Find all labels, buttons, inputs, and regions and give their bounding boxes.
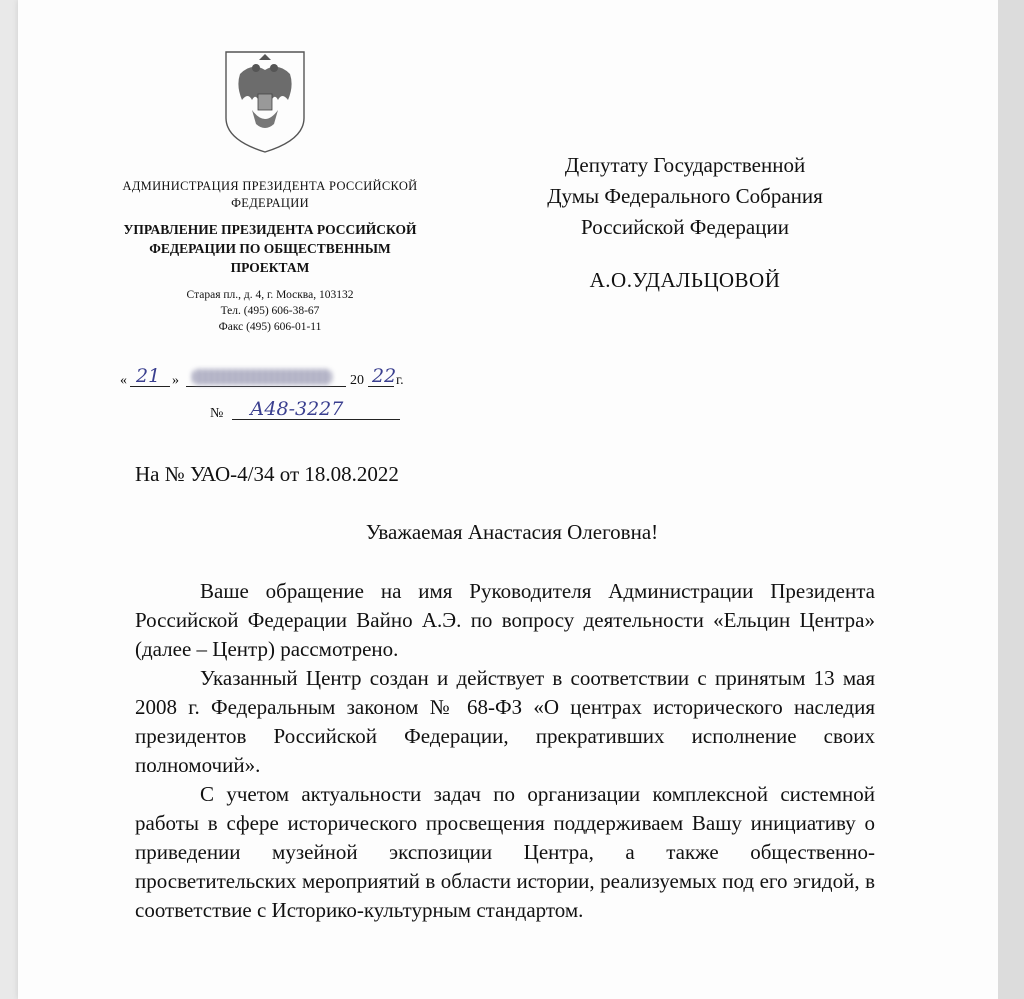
letter-body bbox=[135, 577, 875, 925]
page-edge bbox=[998, 0, 1024, 999]
reference-number: На № УАО-4/34 от 18.08.2022 bbox=[135, 462, 399, 486]
recipient-block bbox=[540, 150, 830, 296]
sender-contacts bbox=[110, 287, 430, 335]
handwritten-number: А48-3227 bbox=[250, 398, 344, 420]
outgoing-date bbox=[120, 365, 430, 393]
sender-fax: Факс (495) 606-01-11 bbox=[218, 321, 322, 333]
sender-phone: Тел. (495) 606-38-67 bbox=[220, 305, 320, 317]
quote-open: « bbox=[120, 373, 127, 388]
recipient-title: Депутату Государственной Думы Федерального Собрания Российской Федерации bbox=[547, 153, 823, 239]
paragraph: Указанный Центр создан и действует в соответствии с принятым 13 мая 2008 г. Федеральным законом № 68-ФЗ «О центрах исторического наследия президентов Российской Федерации, прекративших исполнение своих полномочий». bbox=[135, 666, 875, 777]
recipient-name: А.О.УДАЛЬЦОВОЙ bbox=[589, 268, 781, 292]
sender-block bbox=[110, 178, 430, 335]
year-mark: г. bbox=[396, 373, 404, 388]
number-label: № bbox=[210, 406, 224, 421]
sender-address: Старая пл., д. 4, г. Москва, 103132 bbox=[186, 289, 354, 301]
month-underline bbox=[186, 386, 346, 387]
sender-department: УПРАВЛЕНИЕ ПРЕЗИДЕНТА РОССИЙСКОЙ ФЕДЕРАЦИИ ПО ОБЩЕСТВЕННЫМ ПРОЕКТАМ bbox=[123, 222, 417, 275]
quote-close: » bbox=[172, 373, 179, 388]
redacted-month bbox=[192, 369, 332, 385]
greeting: Уважаемая Анастасия Олеговна! bbox=[365, 520, 659, 544]
handwritten-day: 21 bbox=[136, 365, 161, 387]
paragraph: Ваше обращение на имя Руководителя Администрации Президента Российской Федерации Вайно А.Э. по вопросу деятельности «Ельцин Центра» (далее – Центр) рассмотрено. bbox=[135, 579, 875, 661]
coat-of-arms-icon bbox=[222, 48, 308, 156]
handwritten-year: 22 bbox=[372, 365, 397, 387]
outgoing-number bbox=[210, 398, 410, 426]
sender-administration: АДМИНИСТРАЦИЯ ПРЕЗИДЕНТА РОССИЙСКОЙ ФЕДЕРАЦИИ bbox=[122, 179, 418, 210]
paragraph: С учетом актуальности задач по организации комплексной системной работы в сфере исторического просвещения поддерживаем Вашу инициативу о приведении музейной экспозиции Центра, а также общественно-просветительских мероприятий в области истории, реализуемых под его эгидой, в соответствие с Историко-культурным стандартом. bbox=[135, 782, 875, 922]
year-prefix: 20 bbox=[350, 373, 364, 388]
